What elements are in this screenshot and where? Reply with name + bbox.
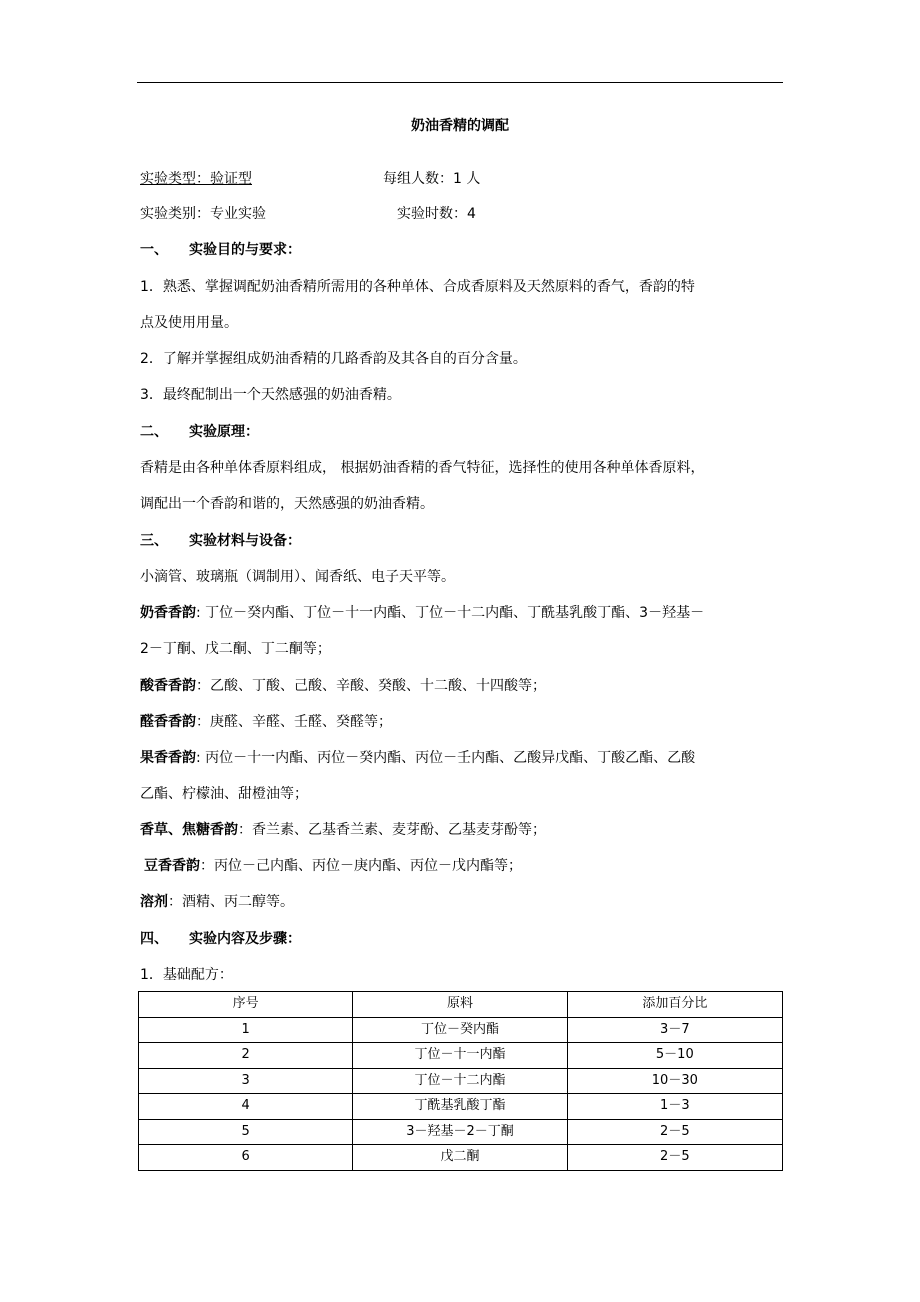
header-rule <box>137 82 783 83</box>
row-percentage: 2－5 <box>567 1145 782 1171</box>
section-1-heading: 一、 实验目的与要求： <box>140 242 301 258</box>
fruit-note-line-1 <box>140 748 695 768</box>
experiment-category-text: 实验类别：专业实验 <box>140 206 266 222</box>
table-row <box>139 1145 783 1171</box>
fruit-note-label: 果香香韵 <box>140 750 196 766</box>
solvent-note-label: 溶剂 <box>140 894 168 910</box>
aldehyde-note-label: 醛香香韵 <box>140 714 196 730</box>
row-material: 丁位－十二内酯 <box>353 1068 567 1094</box>
milk-note-line-1 <box>140 603 704 623</box>
s1-paragraph-1-line-1: 1．熟悉、掌握调配奶油香精所需用的各种单体、合成香原料及天然原料的香气，香韵的特 <box>140 279 695 295</box>
experiment-category <box>140 204 266 224</box>
row-material: 戊二酮 <box>353 1145 567 1171</box>
s2-line-2: 调配出一个香韵和谐的，天然感强的奶油香精。 <box>140 496 434 512</box>
vanilla-note <box>140 820 546 840</box>
row-index: 3 <box>139 1068 353 1094</box>
fruit-note-line-2: 乙酯、柠檬油、甜橙油等； <box>140 786 308 802</box>
row-index: 1 <box>139 1017 353 1043</box>
acid-note <box>140 676 546 696</box>
document-title: 奶油香精的调配 <box>411 118 509 134</box>
row-index: 4 <box>139 1094 353 1120</box>
table-row <box>139 1043 783 1069</box>
group-size-text: 每组人数：1 人 <box>383 171 481 187</box>
table-row <box>139 1017 783 1043</box>
row-percentage: 1－3 <box>567 1094 782 1120</box>
solvent-note <box>140 892 294 912</box>
table-row <box>139 1119 783 1145</box>
milk-note-text-1: : 丁位－癸内酯、丁位－十一内酯、丁位－十二内酯、丁酰基乳酸丁酯、3－羟基－ <box>196 605 705 621</box>
section-3-heading: 三、 实验材料与设备： <box>140 533 301 549</box>
header-percentage: 添加百分比 <box>567 992 782 1018</box>
aldehyde-note-text: ：庚醛、辛醛、壬醛、癸醛等； <box>196 714 392 730</box>
meta-row-1 <box>140 169 252 189</box>
experiment-hours-text: 实验时数：4 <box>397 206 476 222</box>
row-percentage: 2－5 <box>567 1119 782 1145</box>
table-row <box>139 1094 783 1120</box>
row-percentage: 3－7 <box>567 1017 782 1043</box>
s2-line-1: 香精是由各种单体香原料组成， 根据奶油香精的香气特征，选择性的使用各种单体香原料， <box>140 460 705 476</box>
section-4-heading: 四、 实验内容及步骤： <box>140 931 301 947</box>
row-percentage: 10－30 <box>567 1068 782 1094</box>
header-index: 序号 <box>139 992 353 1018</box>
s3-tools: 小滴管、玻璃瓶（调制用）、闻香纸、电子天平等。 <box>140 569 455 585</box>
aldehyde-note <box>140 712 392 732</box>
s1-paragraph-3: 3．最终配制出一个天然感强的奶油香精。 <box>140 387 401 403</box>
s1-paragraph-1-line-2: 点及使用用量。 <box>140 315 238 331</box>
section-2-heading: 二、 实验原理： <box>140 424 259 440</box>
bean-note-label: 豆香香韵 <box>144 858 200 874</box>
bean-note-text: ：丙位－己内酯、丙位－庚内酯、丙位－戊内酯等； <box>200 858 522 874</box>
milk-note-line-2: 2－丁酮、戊二酮、丁二酮等； <box>140 641 331 657</box>
row-material: 丁酰基乳酸丁酯 <box>353 1094 567 1120</box>
group-size <box>383 169 480 189</box>
row-material: 丁位－癸内酯 <box>353 1017 567 1043</box>
experiment-hours <box>397 204 476 224</box>
vanilla-note-label: 香草、焦糖香韵 <box>140 822 238 838</box>
s1-paragraph-2: 2．了解并掌握组成奶油香精的几路香韵及其各自的百分含量。 <box>140 351 527 367</box>
row-index: 5 <box>139 1119 353 1145</box>
table-row <box>139 1068 783 1094</box>
acid-note-label: 酸香香韵 <box>140 678 196 694</box>
table-header-row <box>139 992 783 1018</box>
bean-note <box>144 856 522 876</box>
row-material: 丁位－十一内酯 <box>353 1043 567 1069</box>
milk-note-label: 奶香香韵 <box>140 605 196 621</box>
row-index: 2 <box>139 1043 353 1069</box>
row-percentage: 5－10 <box>567 1043 782 1069</box>
acid-note-text: ：乙酸、丁酸、己酸、辛酸、癸酸、十二酸、十四酸等； <box>196 678 546 694</box>
row-material: 3－羟基－2－丁酮 <box>353 1119 567 1145</box>
s4-subheading-1: 1．基础配方： <box>140 967 233 983</box>
solvent-note-text: ：酒精、丙二醇等。 <box>168 894 294 910</box>
fruit-note-text-1: : 丙位－十一内酯、丙位－癸内酯、丙位－壬内酯、乙酸异戊酯、丁酸乙酯、乙酸 <box>196 750 696 766</box>
experiment-type: 实验类型：验证型 <box>140 171 252 187</box>
base-formula-table <box>138 991 783 1171</box>
header-material: 原料 <box>353 992 567 1018</box>
row-index: 6 <box>139 1145 353 1171</box>
vanilla-note-text: ：香兰素、乙基香兰素、麦芽酚、乙基麦芽酚等； <box>238 822 546 838</box>
